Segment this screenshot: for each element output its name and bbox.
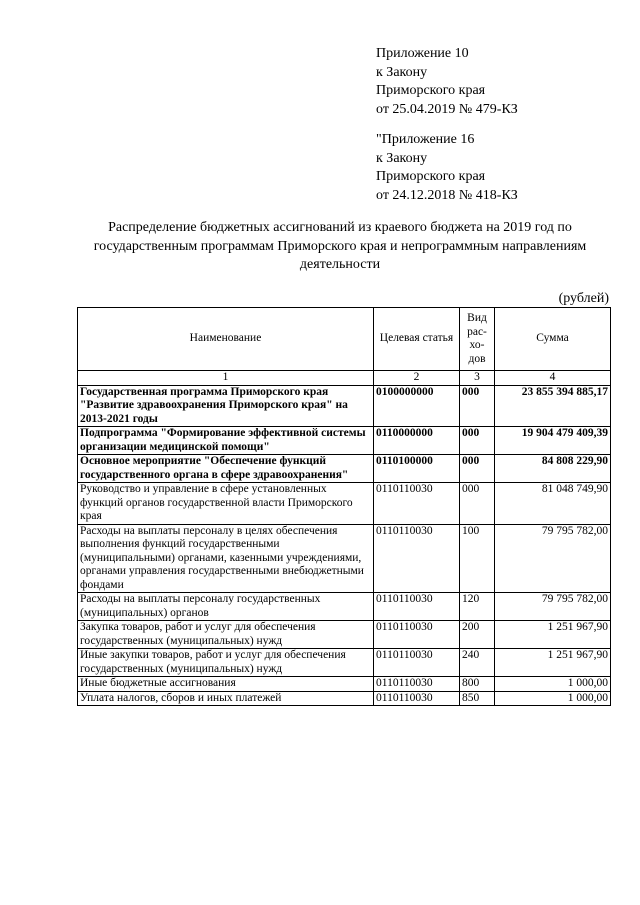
table-row <box>78 385 611 427</box>
table-row <box>78 677 611 692</box>
cell-sum: 1 251 967,90 <box>495 649 611 677</box>
appendix-line: к Закону <box>376 150 428 166</box>
table-row <box>78 455 611 483</box>
appendix-line: "Приложение 16 <box>376 132 475 147</box>
table-row <box>78 427 611 455</box>
cell-code: 0110000000 <box>374 427 460 455</box>
column-number-row <box>78 371 611 386</box>
column-number: 1 <box>78 371 374 386</box>
cell-name: Основное мероприятие "Обеспечение функций государственного органа в сфере здравоохранения" <box>78 455 374 483</box>
cell-kind: 120 <box>460 593 495 621</box>
header-code: Целевая статья <box>374 308 460 371</box>
cell-sum: 1 000,00 <box>495 691 611 706</box>
cell-kind: 000 <box>460 483 495 525</box>
appendix-line: от 24.12.2018 № 418-КЗ <box>376 187 518 203</box>
cell-name: Расходы на выплаты персоналу в целях обеспечения выполнения функций государственными (муниципальными) органами, казенными учреждениями, органами управления государственными внебюджетными фондами <box>78 524 374 593</box>
cell-code: 0110110030 <box>374 677 460 692</box>
table-row <box>78 483 611 525</box>
cell-kind: 850 <box>460 691 495 706</box>
table-header-row <box>78 308 611 371</box>
appendix-current-block <box>376 45 518 119</box>
appendix-line: Приморского края <box>376 83 486 98</box>
cell-code: 0110110030 <box>374 621 460 649</box>
cell-name: Государственная программа Приморского края "Развитие здравоохранения Приморского края" на 2013-2021 годы <box>78 385 374 427</box>
cell-code: 0110110030 <box>374 649 460 677</box>
appendix-line: к Закону <box>376 64 428 80</box>
cell-kind: 100 <box>460 524 495 593</box>
appendix-line: Приморского края <box>376 169 486 184</box>
column-number: 4 <box>495 371 611 386</box>
cell-sum: 81 048 749,90 <box>495 483 611 525</box>
cell-sum: 1 000,00 <box>495 677 611 692</box>
table-row <box>78 593 611 621</box>
cell-code: 0110110030 <box>374 483 460 525</box>
column-number: 3 <box>460 371 495 386</box>
cell-kind: 200 <box>460 621 495 649</box>
cell-name: Иные бюджетные ассигнования <box>78 677 374 692</box>
cell-sum: 19 904 479 409,39 <box>495 427 611 455</box>
cell-sum: 23 855 394 885,17 <box>495 385 611 427</box>
table-row <box>78 649 611 677</box>
appendix-line: Приложение 10 <box>376 46 469 61</box>
table-row <box>78 621 611 649</box>
cell-code: 0110110030 <box>374 691 460 706</box>
cell-sum: 84 808 229,90 <box>495 455 611 483</box>
cell-code: 0110110030 <box>374 593 460 621</box>
cell-name: Иные закупки товаров, работ и услуг для обеспечения государственных (муниципальных) нужд <box>78 649 374 677</box>
table-row <box>78 691 611 706</box>
cell-code: 0100000000 <box>374 385 460 427</box>
cell-kind: 000 <box>460 385 495 427</box>
cell-sum: 79 795 782,00 <box>495 524 611 593</box>
cell-code: 0110110030 <box>374 524 460 593</box>
budget-table <box>77 307 611 706</box>
cell-name: Руководство и управление в сфере установленных функций органов государственной власти Приморского края <box>78 483 374 525</box>
cell-name: Подпрограмма "Формирование эффективной системы организации медицинской помощи" <box>78 427 374 455</box>
cell-code: 0110100000 <box>374 455 460 483</box>
appendix-original-block <box>376 131 518 205</box>
table-row <box>78 524 611 593</box>
header-sum: Сумма <box>495 308 611 371</box>
cell-kind: 000 <box>460 455 495 483</box>
cell-kind: 800 <box>460 677 495 692</box>
header-kind: Вид рас- хо- дов <box>460 308 495 371</box>
column-number: 2 <box>374 371 460 386</box>
header-name: Наименование <box>78 308 374 371</box>
document-title: Распределение бюджетных ассигнований из краевого бюджета на 2019 год по государственным программам Приморского края и непрограммным направлениям деятельности <box>93 220 587 272</box>
cell-sum: 1 251 967,90 <box>495 621 611 649</box>
currency-unit: (рублей) <box>558 291 609 306</box>
cell-name: Расходы на выплаты персоналу государственных (муниципальных) органов <box>78 593 374 621</box>
cell-name: Закупка товаров, работ и услуг для обеспечения государственных (муниципальных) нужд <box>78 621 374 649</box>
cell-kind: 240 <box>460 649 495 677</box>
appendix-line: от 25.04.2019 № 479-КЗ <box>376 101 518 117</box>
cell-name: Уплата налогов, сборов и иных платежей <box>78 691 374 706</box>
cell-kind: 000 <box>460 427 495 455</box>
cell-sum: 79 795 782,00 <box>495 593 611 621</box>
